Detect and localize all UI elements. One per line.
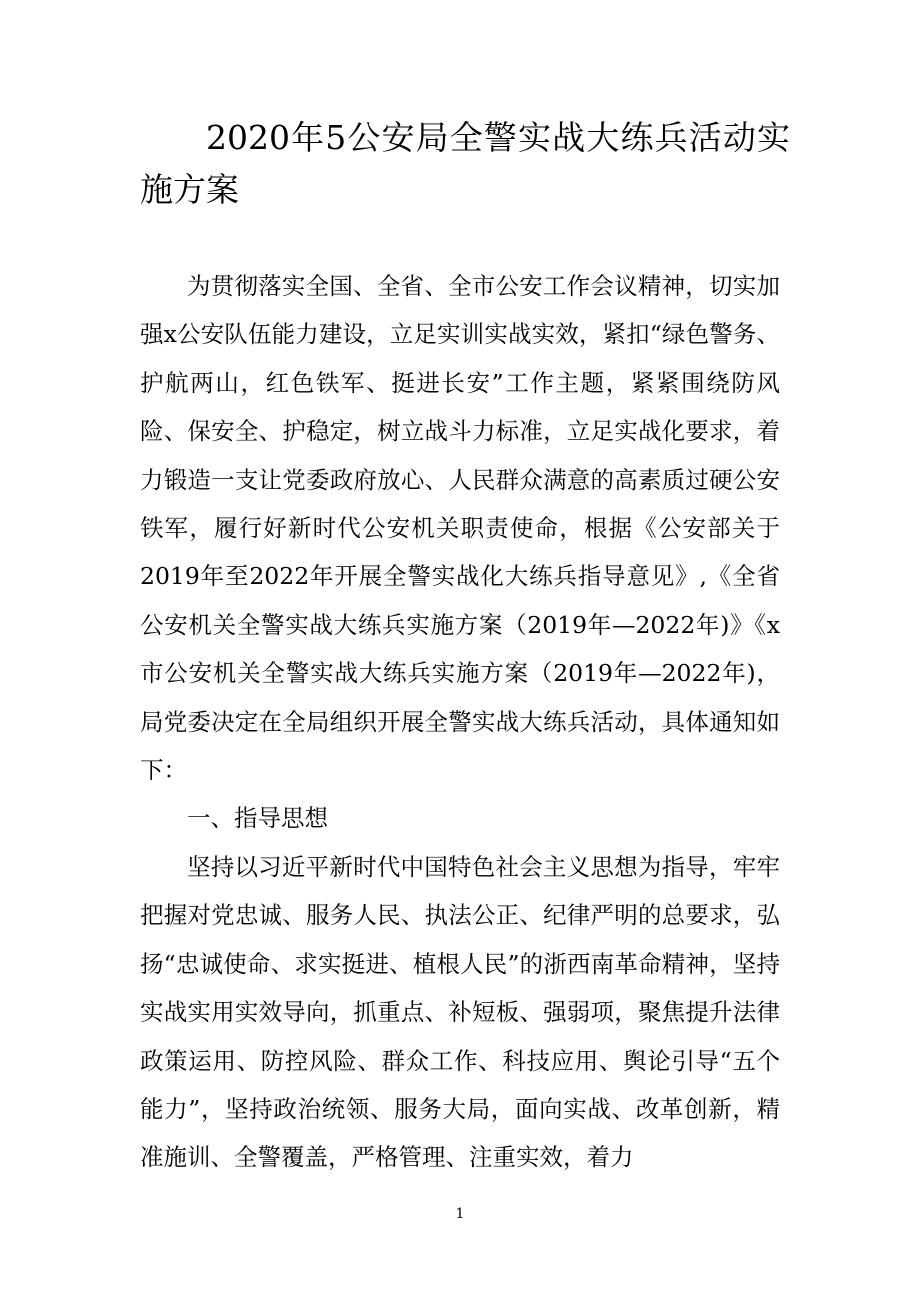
document-body (140, 262, 780, 1182)
document-title: 2020年5公安局全警实战大练兵活动实施方案 (140, 118, 790, 209)
section-heading-guiding-ideology: 一、指导思想 (187, 804, 328, 833)
paragraph-intro: 为贯彻落实全国、全省、全市公安工作会议精神，切实加强x公安队伍能力建设，立足实训实战实效，紧扣“绿色警务、护航两山，红色铁军、挺进长安”工作主题，紧紧围绕防风险、保安全、护稳定，树立战斗力标准，立足实战化要求，着力锻造一支让党委政府放心、人民群众满意的高素质过硬公安铁军，履行好新时代公安机关职责使命，根据《公安部关于2019年至2022年开展全警实战化大练兵指导意见》,《全省公安机关全警实战大练兵实施方案（2019年—2022年)》《x市公安机关全警实战大练兵实施方案（2019年—2022年)，局党委决定在全局组织开展全警实战大练兵活动，具体通知如下： (140, 272, 780, 785)
page-number: 1 (455, 1206, 465, 1222)
paragraph-guiding-ideology: 坚持以习近平新时代中国特色社会主义思想为指导，牢牢把握对党忠诚、服务人民、执法公正、纪律严明的总要求，弘扬“忠诚使命、求实挺进、植根人民”的浙西南革命精神，坚持实战实用实效导向，抓重点、补短板、强弱项，聚焦提升法律政策运用、防控风险、群众工作、科技应用、舆论引导“五个能力”，坚持政治统领、服务大局，面向实战、改革创新，精准施训、全警覆盖，严格管理、注重实效，着力 (140, 852, 780, 1172)
